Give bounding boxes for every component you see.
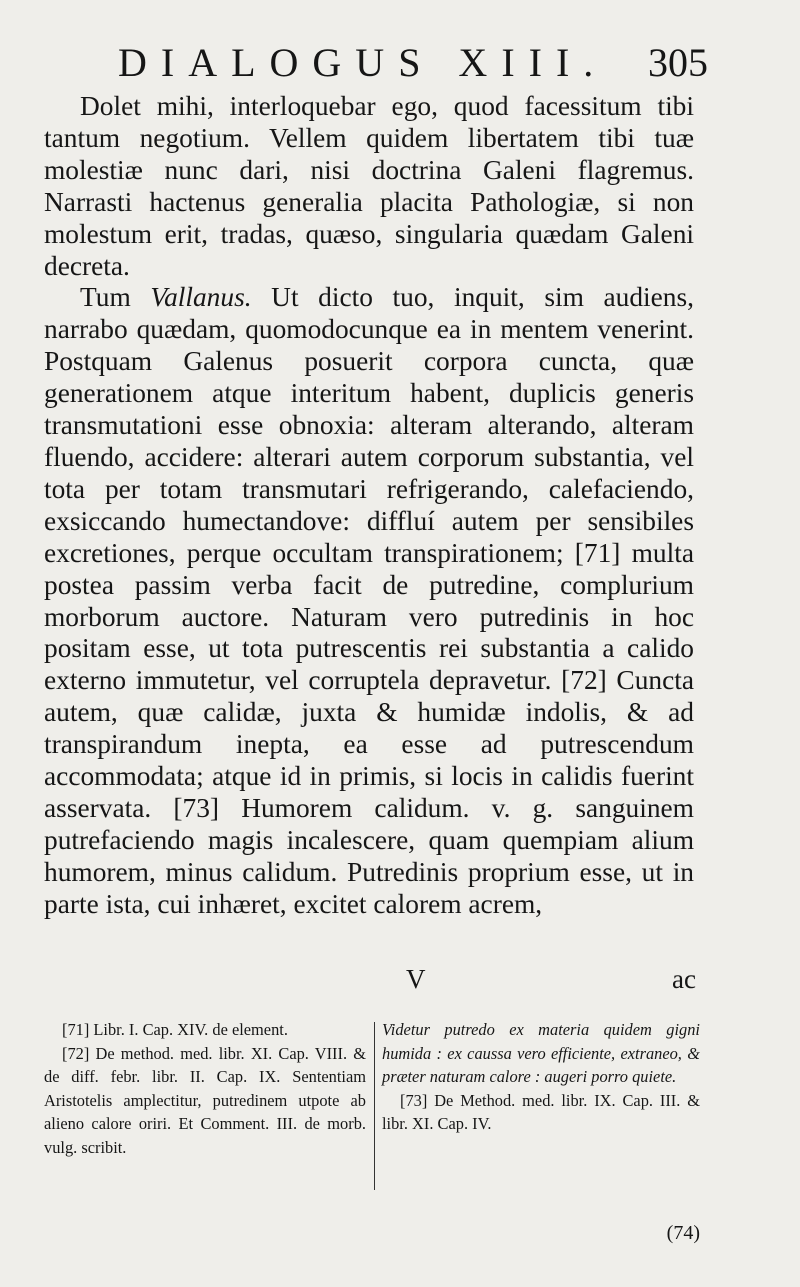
running-header (118, 38, 708, 88)
sheet-number: (74) (666, 1222, 700, 1244)
paragraph-2-start: Tum (80, 282, 151, 313)
footnote-ref-71: [71] (574, 537, 621, 568)
column-divider (374, 1022, 375, 1190)
paragraph-2-part-c: Cuncta autem, quæ calidæ, juxta & humidæ indolis, & ad transpirandum inepta, ea esse ad putrescendum accommodata; atque id in primis, si locis in calidis fuerint asservata. (44, 665, 695, 823)
footnotes-right-column (382, 1018, 700, 1136)
signature-mark: V (406, 964, 426, 994)
running-title: DIALOGUS XIII. (118, 40, 608, 85)
footnote-72-text: [72] De method. med. libr. XI. Cap. VIII. & de diff. febr. libr. II. Cap. IX. Sententiam Aristotelis amplectitur, putredinem utpote ab alieno calore oriri. Et Comment. III. de morb. vulg. scribit. (44, 1043, 366, 1157)
footnote-73: [73] De Method. med. libr. IX. Cap. III. & libr. XI. Cap. IV. (382, 1090, 700, 1133)
footnote-72-quote: Videtur putredo ex materia quidem gigni humida : ex caussa vero efficiente, extraneo, & præter naturam calore : augeri porro quiete. (382, 1020, 700, 1086)
signature-line (44, 962, 696, 996)
speaker-name: Vallanus. (150, 282, 252, 313)
footnote-71: [71] Libr. I. Cap. XIV. de element. (62, 1020, 288, 1039)
paragraph-2-part-b: multa postea passim verba facit de putredine, complurium morborum auctore. Naturam vero putredinis in hoc positam esse, ut tota putrescentis rei substantia a calido externo immutetur, vel corruptela depravetur. (44, 537, 694, 696)
paragraph-2-part-d: Humorem calidum. v. g. sanguinem putrefaciendo magis incalescere, quam quempiam alium humorem, minus calidum. Putredinis proprium esse, ut in parte ista, cui inhæret, excitet calorem acrem, (44, 792, 694, 919)
footnote-72 (44, 1042, 366, 1160)
footnote-ref-72: [72] (561, 665, 607, 696)
footnote-72-continued (382, 1018, 700, 1089)
page-number: 305 (648, 40, 708, 85)
footnotes (44, 1018, 704, 1218)
paragraph-2-part-a: Ut dicto tuo, inquit, sim audiens, narrabo quædam, quomodocunque ea in mentem venerint. Postquam Galenus posuerit corpora cuncta, quæ generationem atque interitum habent, duplicis generis transmutationi esse obnoxia: alteram alterando, alteram fluendo, accidere: alterari autem corporum substantia, vel tota per totam transmutari refrigerando, calefaciendo, exsiccando humectandove: diffluí autem per sensibiles excretiones, perque occultam transpirationem; (44, 282, 694, 568)
paragraph-1: Dolet mihi, interloquebar ego, quod facessitum tibi tantum negotium. Vellem quidem libertatem tibi tuæ molestiæ nunc dari, nisi doctrina Galeni flagremus. Narrasti hactenus generalia placita Pathologiæ, si non molestum erit, tradas, quæso, singularia quædam Galeni decreta. (44, 91, 694, 281)
footnotes-left-column (44, 1018, 366, 1159)
paragraph-2 (44, 282, 694, 920)
main-text (44, 91, 694, 921)
catchword: ac (672, 964, 696, 994)
footnote-ref-73: [73] (173, 792, 220, 823)
